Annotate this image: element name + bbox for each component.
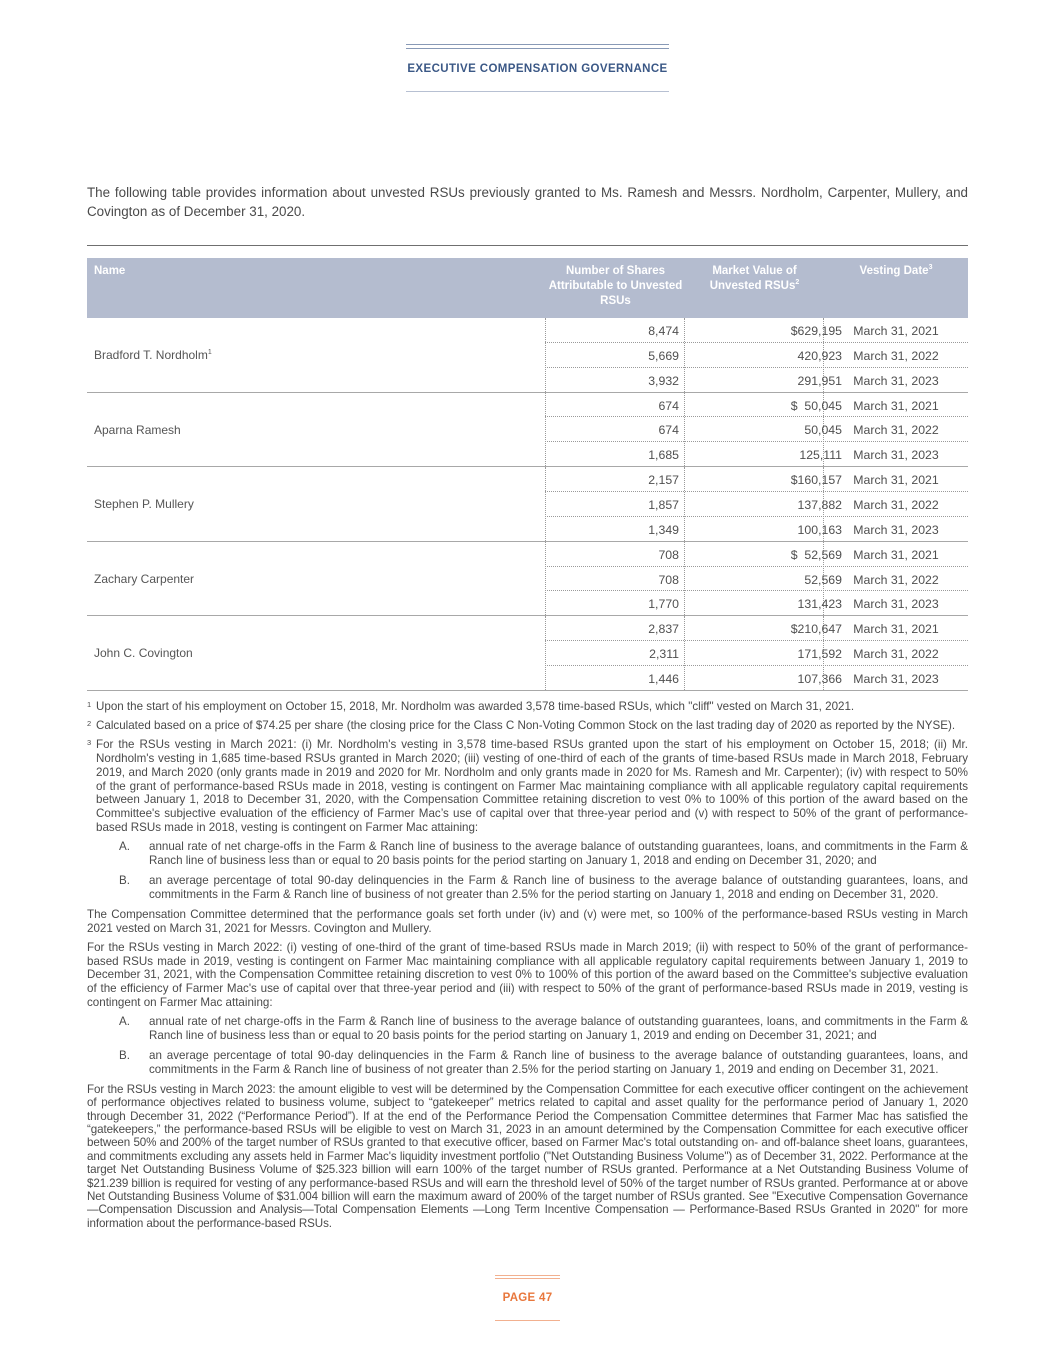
list-item: A. annual rate of net charge-offs in the Farm & Ranch line of business to the average balance of outstanding guarantees, loans, and commitments in the Farm & Ranch line of business less than or equal to 20 basis points for the period starting on January 1, 2019 and ending on December 31, 2021; and bbox=[119, 1015, 968, 1043]
shares-cell: 1,685 bbox=[648, 448, 679, 463]
vesting-date-cell: March 31, 2023 bbox=[853, 671, 939, 686]
shares-cell: 708 bbox=[658, 547, 679, 562]
column-header-vesting-date: Vesting Date$^3$ bbox=[859, 264, 933, 277]
table-group bbox=[87, 616, 968, 691]
table-row bbox=[545, 517, 968, 542]
footer-rule bbox=[495, 1278, 560, 1279]
header-rule bbox=[406, 44, 669, 45]
market-value-cell: 137,882 bbox=[797, 497, 842, 512]
shares-cell: 2,311 bbox=[649, 647, 679, 662]
shares-cell: 708 bbox=[658, 572, 679, 587]
vesting-date-cell: March 31, 2021 bbox=[853, 547, 939, 562]
vesting-date-cell: March 31, 2022 bbox=[853, 423, 939, 438]
list-item: B. an average percentage of total 90-day delinquencies in the Farm & Ranch line of business to the average balance of outstanding guarantees, loans, and commitments in the Farm & Ranch line of business of not greater than 2.5% for the period starting on January 1, 2018 and ending on December 31, 2020. bbox=[119, 873, 968, 901]
shares-cell: 1,446 bbox=[648, 671, 679, 686]
footnote-2: 2 Calculated based on a price of $74.25 per share (the closing price for the Class C Non-Voting Common Stock on the last trading day of 2020 as reported by the NYSE). bbox=[87, 718, 956, 732]
market-value-cell: $210,647 bbox=[790, 622, 842, 637]
vesting-date-cell: March 31, 2021 bbox=[853, 324, 939, 338]
shares-cell: 2,837 bbox=[648, 622, 679, 637]
shares-cell: 3,932 bbox=[648, 373, 679, 388]
shares-cell: 5,669 bbox=[648, 348, 679, 363]
shares-cell: 1,857 bbox=[648, 497, 679, 512]
footer-rule bbox=[495, 1275, 560, 1276]
executive-name: John C. Covington bbox=[94, 646, 193, 661]
market-value-cell: 125,111 bbox=[799, 448, 842, 463]
column-header-shares: Number of Shares Attributable to Unvested RSUs bbox=[548, 265, 683, 307]
shares-cell: 1,770 bbox=[648, 597, 679, 612]
table-row bbox=[545, 542, 968, 567]
shares-cell: 2,157 bbox=[648, 473, 679, 488]
market-value-cell: 52,569 bbox=[804, 572, 842, 587]
market-value-cell: $ 52,569 bbox=[790, 547, 842, 562]
page-footer bbox=[495, 1275, 560, 1321]
table-row bbox=[545, 591, 968, 616]
table-top-rule bbox=[87, 245, 968, 246]
footnote-3: 3 For the RSUs vesting in March 2021: (i) Mr. Nordholm's vesting in 3,578 time-based RSUs granted upon the start of his employment on October 15, 2018; (ii) Mr. Nordholm's vesting in 1,685 time-based RSUs granted in March 2020; (iii) vesting of one-third of each of the grants of time-based RSUs made in March 2018, February 2019, and March 2020 (only grants made in 2019 and 2020 for Mr. Nordholm and only grants made in 2020 for Ms. Ramesh and Mr. Carpenter); (iv) with respect to 50% of the grant of performance-based RSUs made in 2018, vesting is contingent on Farmer Mac maintaining compliance with all applicable regulatory capital requirements between January 1, 2018 to December 31, 2020, with the Compensation Committee retaining discretion to vest 0% to 100% of this portion of the award based on the Committee's subjective evaluation of the efficiency of Farmer Mac’s use of capital over that three-year period and (v) with respect to 50% of the grant of performance-based RSUs made in 2018, vesting is contingent on Farmer Mac attaining: bbox=[87, 737, 968, 835]
table-row bbox=[545, 492, 968, 517]
table-row bbox=[545, 567, 968, 592]
vesting-date-cell: March 31, 2023 bbox=[853, 597, 939, 612]
vesting-date-cell: March 31, 2021 bbox=[853, 398, 939, 413]
footnote-paragraph: For the RSUs vesting in March 2022: (i) vesting of one-third of the grant of time-based RSUs made in March 2019; (ii) with respect to 50% of the grant of performance-based RSUs made in 2019, vesting is contingent on Farmer Mac maintaining compliance with all applicable regulatory capital requirements between January 1, 2019 to December 31, 2021, with the Compensation Committee retaining discretion to vest 0% to 100% of this portion of the award based on the Committee's subjective evaluation of the efficiency of Farmer Mac's use of capital over that three-year period and (iii) with respect to 50% of the grant of performance-based RSUs made in 2019, vesting is contingent on Farmer Mac attaining: bbox=[87, 940, 968, 1010]
market-value-cell: $160,157 bbox=[790, 473, 842, 488]
list-item: A. annual rate of net charge-offs in the Farm & Ranch line of business to the average balance of outstanding guarantees, loans, and commitments in the Farm & Ranch line of business less than or equal to 20 basis points for the period starting on January 1, 2018 and ending on December 31, 2020; and bbox=[119, 840, 968, 868]
shares-cell: 1,349 bbox=[648, 522, 679, 537]
table-row bbox=[545, 393, 968, 418]
market-value-cell: 100,163 bbox=[797, 522, 842, 537]
list-item: B. an average percentage of total 90-day delinquencies in the Farm & Ranch line of business to the average balance of outstanding guarantees, loans, and commitments in the Farm & Ranch line of business of not greater than 2.5% for the period starting on January 1, 2019 and ending on December 31, 2021. bbox=[119, 1048, 968, 1076]
executive-name: Aparna Ramesh bbox=[94, 422, 181, 437]
table-group bbox=[87, 393, 968, 468]
header-rule bbox=[406, 91, 669, 92]
table-group bbox=[87, 318, 968, 393]
vesting-date-cell: March 31, 2023 bbox=[853, 373, 939, 388]
vesting-date-cell: March 31, 2022 bbox=[853, 572, 939, 587]
section-title: EXECUTIVE COMPENSATION GOVERNANCE bbox=[407, 63, 668, 75]
table-row bbox=[545, 616, 968, 641]
executive-name: Bradford T. Nordholm$^1$ bbox=[94, 348, 212, 362]
page-number: PAGE 47 bbox=[502, 1292, 553, 1304]
vesting-date-cell: March 31, 2022 bbox=[853, 647, 939, 662]
intro-paragraph: The following table provides information about unvested RSUs previously granted to Ms. Ramesh and Messrs. Nordholm, Carpenter, Mullery, and Covington as of December 31, 2020. bbox=[87, 185, 968, 219]
market-value-cell: 420,923 bbox=[797, 348, 842, 363]
footnotes bbox=[87, 700, 968, 1235]
vesting-date-cell: March 31, 2023 bbox=[853, 522, 939, 537]
table-row bbox=[545, 467, 968, 492]
market-value-cell: 171,592 bbox=[797, 647, 842, 662]
table-row bbox=[545, 666, 968, 691]
table-row bbox=[545, 641, 968, 666]
footnote-1: 1 Upon the start of his employment on October 15, 2018, Mr. Nordholm was awarded 3,578 time-based RSUs, which "cliff" vested on March 31, 2021. bbox=[87, 700, 855, 713]
table-row bbox=[545, 368, 968, 393]
footer-rule bbox=[495, 1320, 560, 1321]
footnote-paragraph: For the RSUs vesting in March 2023: the amount eligible to vest will be determined by the Compensation Committee for each executive officer contingent on the achievement of performance objectives related to business volume, subject to “gatekeeper” metrics related to capital and asset quality for the performance period of January 1, 2020 through December 31, 2022 (“Performance Period”). If at the end of the Performance Period the Compensation Committee determines that Farmer Mac has satisfied the “gatekeepers,” the performance-based RSUs will be eligible to vest on March 31, 2023 in an amount determined by the Compensation Committee for each executive officer between 50% and 200% of the target number of RSUs granted to that executive officer, based on Farmer Mac's total outstanding on- and off-balance sheet loans, guarantees, and commitments excluding any assets held in Farmer Mac's liquidity investment portfolio ("Net Outstanding Business Volume") as of December 31, 2022. Performance at the target Net Outstanding Business Volume of $25.323 billion will earn 100% of the target number of RSUs granted. Performance at a Net Outstanding Business Volume of $21.239 billion is required for vesting of any performance-based RSUs and will earn the threshold level of 50% of the target number of RSUs granted. Performance at or above Net Outstanding Business Volume of $31.004 billion will earn the maximum award of 200% of the target number of RSUs granted. See "Executive Compensation Governance—Compensation Discussion and Analysis—Total Compensation Elements —Long Term Incentive Compensation — Performance-Based RSUs Granted in 2020" for more information about the performance-based RSUs. bbox=[87, 1082, 968, 1230]
market-value-cell: 50,045 bbox=[804, 423, 842, 438]
vesting-date-cell: March 31, 2021 bbox=[853, 473, 939, 488]
footnote-paragraph: The Compensation Committee determined that the performance goals set forth under (iv) and (v) were met, so 100% of the performance-based RSUs vesting in March 2021 vested on March 31, 2021 for Messrs. Covington and Mullery. bbox=[87, 907, 968, 935]
market-value-cell: 291,951 bbox=[797, 373, 842, 388]
shares-cell: 674 bbox=[658, 398, 679, 413]
market-value-cell: 131,423 bbox=[797, 597, 842, 612]
header-rule bbox=[406, 48, 669, 49]
column-header-name: Name bbox=[94, 265, 126, 277]
market-value-cell: 107,366 bbox=[797, 671, 842, 686]
table-row bbox=[545, 318, 968, 343]
table-group bbox=[87, 467, 968, 542]
table-header bbox=[87, 258, 968, 318]
table-body bbox=[87, 318, 968, 691]
market-value-cell: $629,195 bbox=[790, 324, 842, 338]
shares-cell: 674 bbox=[658, 423, 679, 438]
table-row bbox=[545, 442, 968, 467]
page-header bbox=[406, 44, 669, 92]
table-group bbox=[87, 542, 968, 617]
column-header-market-value: Market Value of Unvested RSUs$^2$ bbox=[709, 265, 800, 292]
table-row bbox=[545, 417, 968, 442]
vesting-date-cell: March 31, 2023 bbox=[853, 448, 939, 463]
executive-name: Zachary Carpenter bbox=[94, 571, 195, 586]
market-value-cell: $ 50,045 bbox=[790, 398, 842, 413]
vesting-date-cell: March 31, 2021 bbox=[853, 622, 939, 637]
vesting-date-cell: March 31, 2022 bbox=[853, 497, 939, 512]
shares-cell: 8,474 bbox=[648, 324, 679, 338]
executive-name: Stephen P. Mullery bbox=[94, 497, 194, 512]
table-row bbox=[545, 343, 968, 368]
vesting-date-cell: March 31, 2022 bbox=[853, 348, 939, 363]
